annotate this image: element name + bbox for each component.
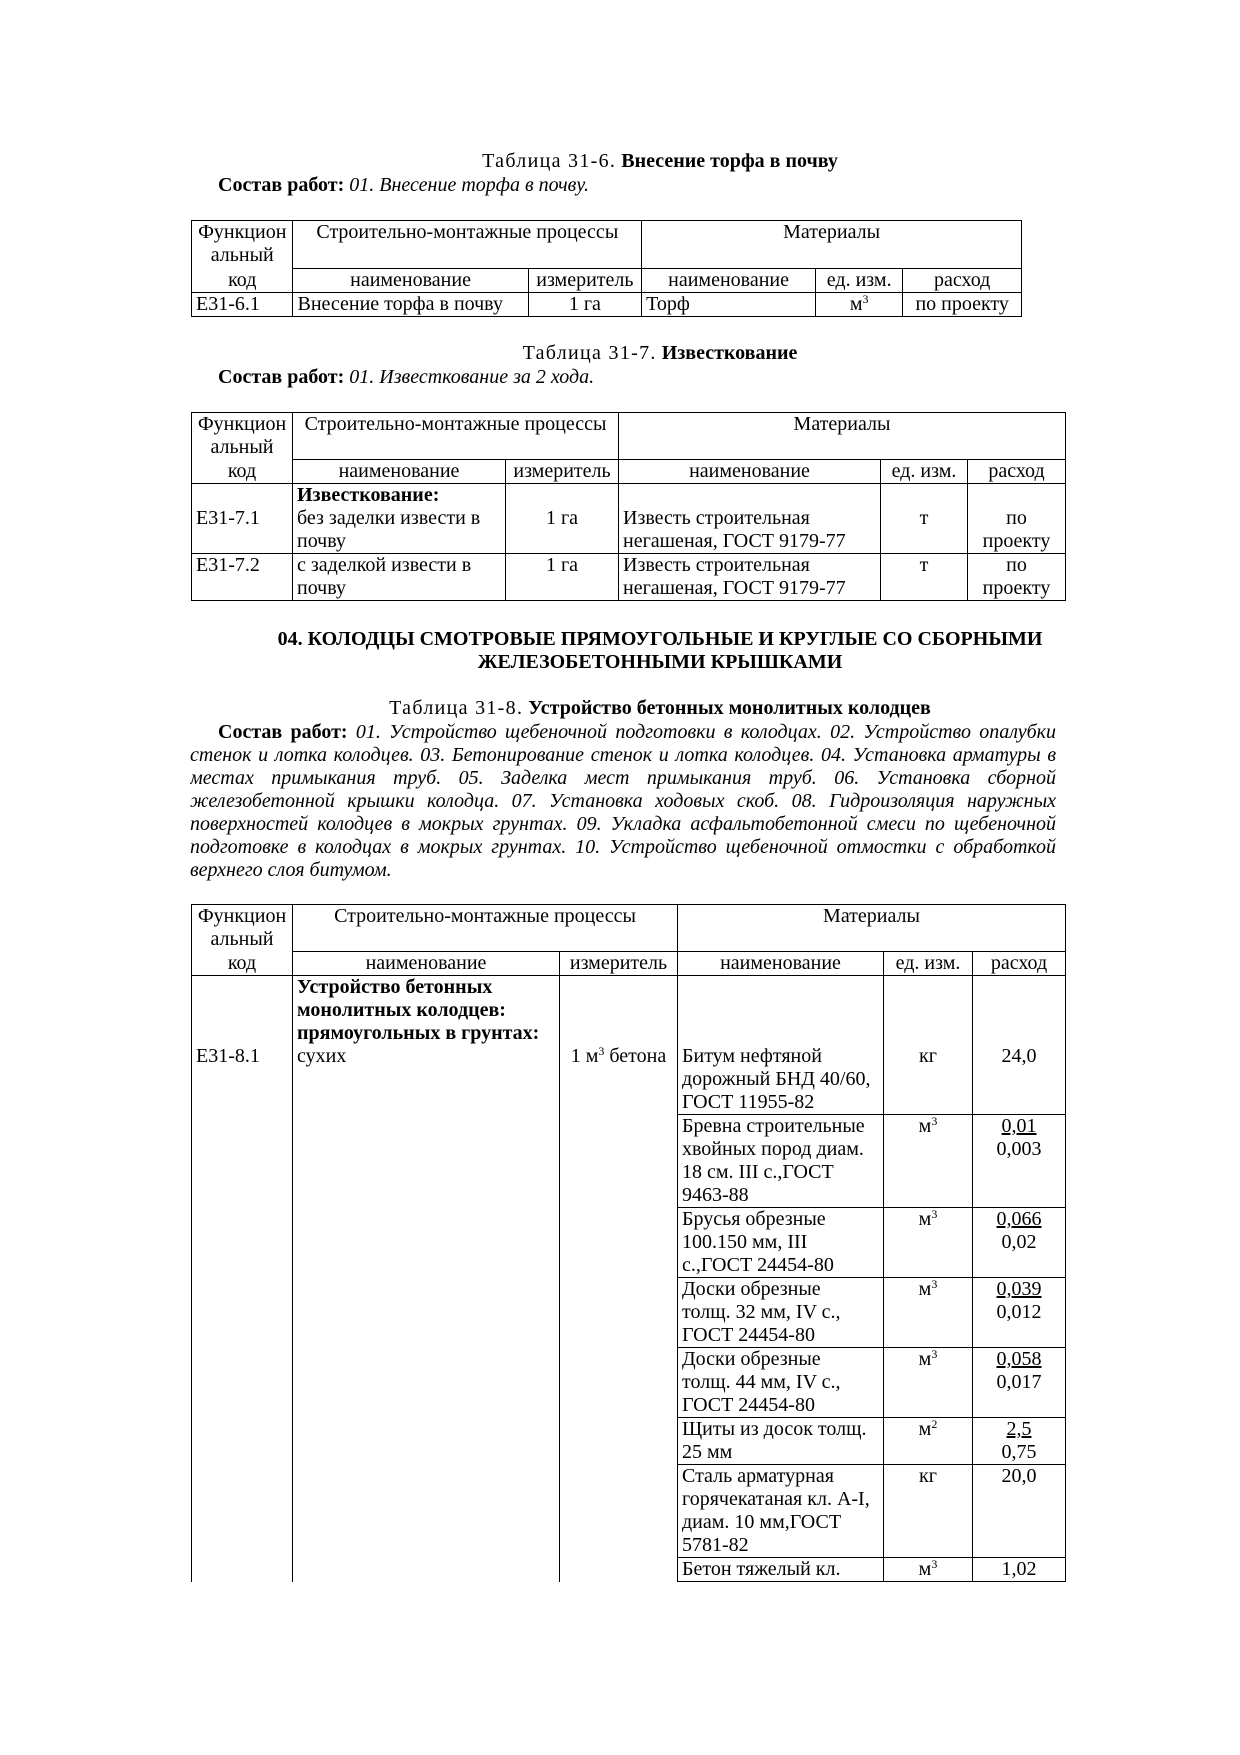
cell-material bbox=[678, 976, 884, 1115]
consumption-line: по bbox=[1006, 554, 1027, 576]
material-line: 100.150 мм, III bbox=[682, 1231, 808, 1253]
unit-base: м bbox=[918, 1208, 932, 1230]
table-number: Таблица 31-6. bbox=[482, 150, 617, 172]
group-title: прямоугольных в грунтах: bbox=[297, 1022, 540, 1044]
material-line: горячекатаная кл. А-I, bbox=[682, 1488, 870, 1510]
unit-base: кг bbox=[919, 1045, 937, 1067]
material-line: негашеная, ГОСТ 9179-77 bbox=[623, 530, 846, 552]
unit-sup: 3 bbox=[931, 1277, 938, 1291]
table-number: Таблица 31-7. bbox=[522, 342, 657, 364]
header-consumption: расход bbox=[968, 460, 1066, 484]
table-caption bbox=[190, 697, 1130, 720]
material-line: 5781-82 bbox=[682, 1534, 749, 1556]
cell-code bbox=[192, 976, 293, 1582]
unit-base: м bbox=[918, 1278, 932, 1300]
consumption-value: 0,02 bbox=[1001, 1231, 1037, 1253]
header-code-3: код bbox=[192, 460, 293, 484]
cell-material bbox=[678, 1208, 884, 1278]
unit-sup: 3 bbox=[931, 1557, 938, 1571]
meter-base: 1 м bbox=[570, 1045, 599, 1067]
cell-name bbox=[293, 484, 506, 554]
cell-unit bbox=[884, 1115, 973, 1208]
material-line: толщ. 32 мм, IV с., bbox=[682, 1301, 841, 1323]
header-code bbox=[192, 413, 293, 460]
cell-consumption bbox=[973, 1348, 1066, 1418]
cell-meter: 1 га bbox=[528, 293, 642, 317]
cell-consumption: по проекту bbox=[903, 293, 1022, 317]
material-line: Щиты из досок толщ. bbox=[682, 1418, 867, 1440]
header-code-2: альный bbox=[210, 436, 274, 458]
material-line: Сталь арматурная bbox=[682, 1465, 834, 1487]
header-code-1: Функцион bbox=[197, 905, 287, 927]
header-meter: измеритель bbox=[506, 460, 619, 484]
cell-material bbox=[678, 1115, 884, 1208]
header-code-3: код bbox=[192, 952, 293, 976]
cell-unit bbox=[884, 1208, 973, 1278]
work-composition bbox=[190, 721, 1056, 883]
consumption-value: 20,0 bbox=[1001, 1465, 1037, 1487]
cell-material bbox=[619, 484, 881, 554]
cell-material bbox=[678, 1278, 884, 1348]
composition-label: Состав работ: bbox=[218, 721, 348, 743]
name-line: без заделки извести в bbox=[297, 507, 481, 529]
consumption-line: по bbox=[1006, 507, 1027, 529]
cell-code: Е31-6.1 bbox=[192, 293, 293, 317]
material-line: 18 см. III с.,ГОСТ bbox=[682, 1161, 834, 1183]
work-composition bbox=[218, 174, 589, 197]
table-title: Известкование bbox=[661, 342, 798, 364]
unit-base: м bbox=[918, 1558, 932, 1580]
header-consumption: расход bbox=[973, 952, 1066, 976]
composition-text: 01. Известкование за 2 хода. bbox=[349, 366, 595, 388]
composition-text: 01. Внесение торфа в почву. bbox=[349, 174, 589, 196]
unit-sup: 3 bbox=[931, 1347, 938, 1361]
consumption-line: проекту bbox=[982, 577, 1051, 599]
table-row bbox=[192, 554, 1066, 601]
cell-meter: 1 га bbox=[506, 554, 619, 601]
name-line: почву bbox=[297, 530, 347, 552]
group-title: Известкование: bbox=[297, 484, 440, 506]
cell-consumption bbox=[973, 1465, 1066, 1558]
header-material-name: наименование bbox=[678, 952, 884, 976]
header-materials: Материалы bbox=[619, 413, 1066, 460]
cell-consumption bbox=[973, 1208, 1066, 1278]
consumption-value: 24,0 bbox=[1001, 1045, 1037, 1067]
material-line: Доски обрезные bbox=[682, 1278, 821, 1300]
cell-unit bbox=[884, 1348, 973, 1418]
unit-sup: 3 bbox=[862, 292, 869, 306]
consumption-value-top: 0,039 bbox=[996, 1278, 1042, 1300]
meter-value: 1 га bbox=[545, 507, 579, 529]
cell-unit bbox=[884, 1558, 973, 1582]
unit-value: т bbox=[919, 507, 929, 529]
material-line: негашеная, ГОСТ 9179-77 bbox=[623, 577, 846, 599]
cell-name bbox=[293, 554, 506, 601]
header-material-name: наименование bbox=[619, 460, 881, 484]
unit-sup: 3 bbox=[931, 1114, 938, 1128]
material-line: ГОСТ 24454-80 bbox=[682, 1394, 815, 1416]
cell-consumption bbox=[968, 554, 1066, 601]
header-code-2: альный bbox=[210, 244, 274, 266]
header-name: наименование bbox=[293, 460, 506, 484]
section-heading bbox=[190, 628, 1130, 674]
consumption-value: 0,75 bbox=[1001, 1441, 1037, 1463]
material-line: Битум нефтяной bbox=[682, 1045, 822, 1067]
cell-unit: т bbox=[881, 554, 968, 601]
cell-material: Торф bbox=[642, 293, 816, 317]
group-title: монолитных колодцев: bbox=[297, 999, 506, 1021]
material-line: с.,ГОСТ 24454-80 bbox=[682, 1254, 834, 1276]
table-number: Таблица 31-8. bbox=[389, 697, 524, 719]
consumption-line: проекту bbox=[982, 530, 1051, 552]
cell-material bbox=[678, 1558, 884, 1582]
code-value: Е31-7.1 bbox=[196, 507, 260, 529]
cell-unit bbox=[884, 1418, 973, 1465]
header-code-3: код bbox=[192, 269, 293, 293]
composition-label: Состав работ: bbox=[218, 366, 345, 388]
unit-sup: 3 bbox=[931, 1207, 938, 1221]
cell-unit bbox=[884, 976, 973, 1115]
material-line: толщ. 44 мм, IV с., bbox=[682, 1371, 841, 1393]
header-unit: ед. изм. bbox=[815, 269, 902, 293]
header-code-1: Функцион bbox=[197, 413, 287, 435]
material-line: Известь строительная bbox=[623, 507, 810, 529]
table-title: Устройство бетонных монолитных колодцев bbox=[528, 697, 931, 719]
cell-code: Е31-7.2 bbox=[192, 554, 293, 601]
name-line: почву bbox=[297, 577, 347, 599]
cell-material bbox=[678, 1348, 884, 1418]
cell-meter bbox=[560, 976, 678, 1582]
table-31-6 bbox=[191, 220, 1022, 317]
table-row bbox=[192, 976, 1066, 1115]
unit-base: м bbox=[918, 1115, 932, 1137]
header-processes: Строительно-монтажные процессы bbox=[293, 413, 619, 460]
material-line: Доски обрезные bbox=[682, 1348, 821, 1370]
meter-sup: 3 bbox=[598, 1044, 605, 1058]
work-composition bbox=[218, 366, 594, 389]
table-row bbox=[192, 293, 1022, 317]
material-line: Известь строительная bbox=[623, 554, 810, 576]
material-line: ГОСТ 24454-80 bbox=[682, 1324, 815, 1346]
unit-base: кг bbox=[919, 1465, 937, 1487]
header-name: наименование bbox=[293, 269, 528, 293]
cell-name: Внесение торфа в почву bbox=[293, 293, 528, 317]
unit-base: м bbox=[918, 1348, 932, 1370]
header-code-1: Функцион bbox=[198, 221, 287, 243]
cell-unit bbox=[884, 1278, 973, 1348]
header-name: наименование bbox=[293, 952, 560, 976]
header-materials: Материалы bbox=[642, 221, 1022, 269]
table-caption bbox=[190, 342, 1130, 365]
group-title: Устройство бетонных bbox=[297, 976, 493, 998]
header-processes: Строительно-монтажные процессы bbox=[293, 221, 642, 269]
material-line: хвойных пород диам. bbox=[682, 1138, 864, 1160]
header-materials: Материалы bbox=[678, 905, 1066, 952]
consumption-value: 0,017 bbox=[996, 1371, 1042, 1393]
material-line: диам. 10 мм,ГОСТ bbox=[682, 1511, 842, 1533]
table-caption bbox=[190, 150, 1130, 173]
table-31-8 bbox=[191, 904, 1066, 1582]
consumption-value-top: 0,058 bbox=[996, 1348, 1042, 1370]
code-value: Е31-8.1 bbox=[196, 1045, 260, 1067]
header-material-name: наименование bbox=[642, 269, 816, 293]
cell-meter bbox=[506, 484, 619, 554]
composition-label: Состав работ: bbox=[218, 174, 345, 196]
header-consumption: расход bbox=[903, 269, 1022, 293]
cell-unit bbox=[815, 293, 902, 317]
material-line: дорожный БНД 40/60, bbox=[682, 1068, 871, 1090]
header-meter: измеритель bbox=[528, 269, 642, 293]
unit-base: м bbox=[849, 293, 863, 315]
table-31-7 bbox=[191, 412, 1066, 601]
consumption-value-top: 0,01 bbox=[1001, 1115, 1037, 1137]
composition-text: 01. Устройство щебеночной подготовки в колодцах. 02. Устройство опалубки стенок и лотка колодцев. 03. Бетонирование стенок и лотка колодцев. 04. Установка арматуры в местах примыкания труб. 05. Заделка мест примыкания труб. 06. Установка сборной железобетонной крышки колодца. 07. Установка ходовых скоб. 08. Гидроизоляция наружных поверхностей колодцев в мокрых грунтах. 09. Укладка асфальтобетонной смеси по щебеночной подготовке в колодцах в мокрых грунтах. 10. Устройство щебеночной отмостки с обработкой верхнего слоя битумом. bbox=[190, 721, 1056, 881]
cell-consumption bbox=[968, 484, 1066, 554]
material-line: 25 мм bbox=[682, 1441, 733, 1463]
unit-sup: 2 bbox=[931, 1417, 938, 1431]
cell-name bbox=[293, 976, 560, 1582]
header-code bbox=[192, 221, 293, 269]
cell-material bbox=[619, 554, 881, 601]
header-code bbox=[192, 905, 293, 952]
table-title: Внесение торфа в почву bbox=[621, 150, 838, 172]
meter-tail: бетона bbox=[604, 1045, 667, 1067]
material-line: 9463-88 bbox=[682, 1184, 749, 1206]
header-meter: измеритель bbox=[560, 952, 678, 976]
material-line: Бетон тяжелый кл. bbox=[682, 1558, 841, 1580]
cell-consumption bbox=[973, 1115, 1066, 1208]
name-line: с заделкой извести в bbox=[297, 554, 472, 576]
material-line: ГОСТ 11955-82 bbox=[682, 1091, 815, 1113]
cell-consumption bbox=[973, 976, 1066, 1115]
table-row bbox=[192, 484, 1066, 554]
section-heading-line: ЖЕЛЕЗОБЕТОННЫМИ КРЫШКАМИ bbox=[477, 651, 843, 673]
cell-consumption bbox=[973, 1418, 1066, 1465]
consumption-value: 0,012 bbox=[996, 1301, 1042, 1323]
cell-material bbox=[678, 1418, 884, 1465]
header-code-2: альный bbox=[210, 928, 274, 950]
cell-code bbox=[192, 484, 293, 554]
header-processes: Строительно-монтажные процессы bbox=[293, 905, 678, 952]
consumption-value-top: 0,066 bbox=[996, 1208, 1042, 1230]
section-heading-line: 04. КОЛОДЦЫ СМОТРОВЫЕ ПРЯМОУГОЛЬНЫЕ И КРУГЛЫЕ СО СБОРНЫМИ bbox=[277, 628, 1043, 650]
header-unit: ед. изм. bbox=[884, 952, 973, 976]
cell-unit bbox=[881, 484, 968, 554]
header-unit: ед. изм. bbox=[881, 460, 968, 484]
unit-base: м bbox=[918, 1418, 932, 1440]
consumption-value: 0,003 bbox=[996, 1138, 1042, 1160]
material-line: Брусья обрезные bbox=[682, 1208, 826, 1230]
consumption-value-top: 2,5 bbox=[1006, 1418, 1032, 1440]
name-value: сухих bbox=[297, 1045, 347, 1067]
consumption-value: 1,02 bbox=[1001, 1558, 1037, 1580]
cell-consumption bbox=[973, 1278, 1066, 1348]
cell-consumption bbox=[973, 1558, 1066, 1582]
cell-unit bbox=[884, 1465, 973, 1558]
material-line: Бревна строительные bbox=[682, 1115, 865, 1137]
cell-material bbox=[678, 1465, 884, 1558]
